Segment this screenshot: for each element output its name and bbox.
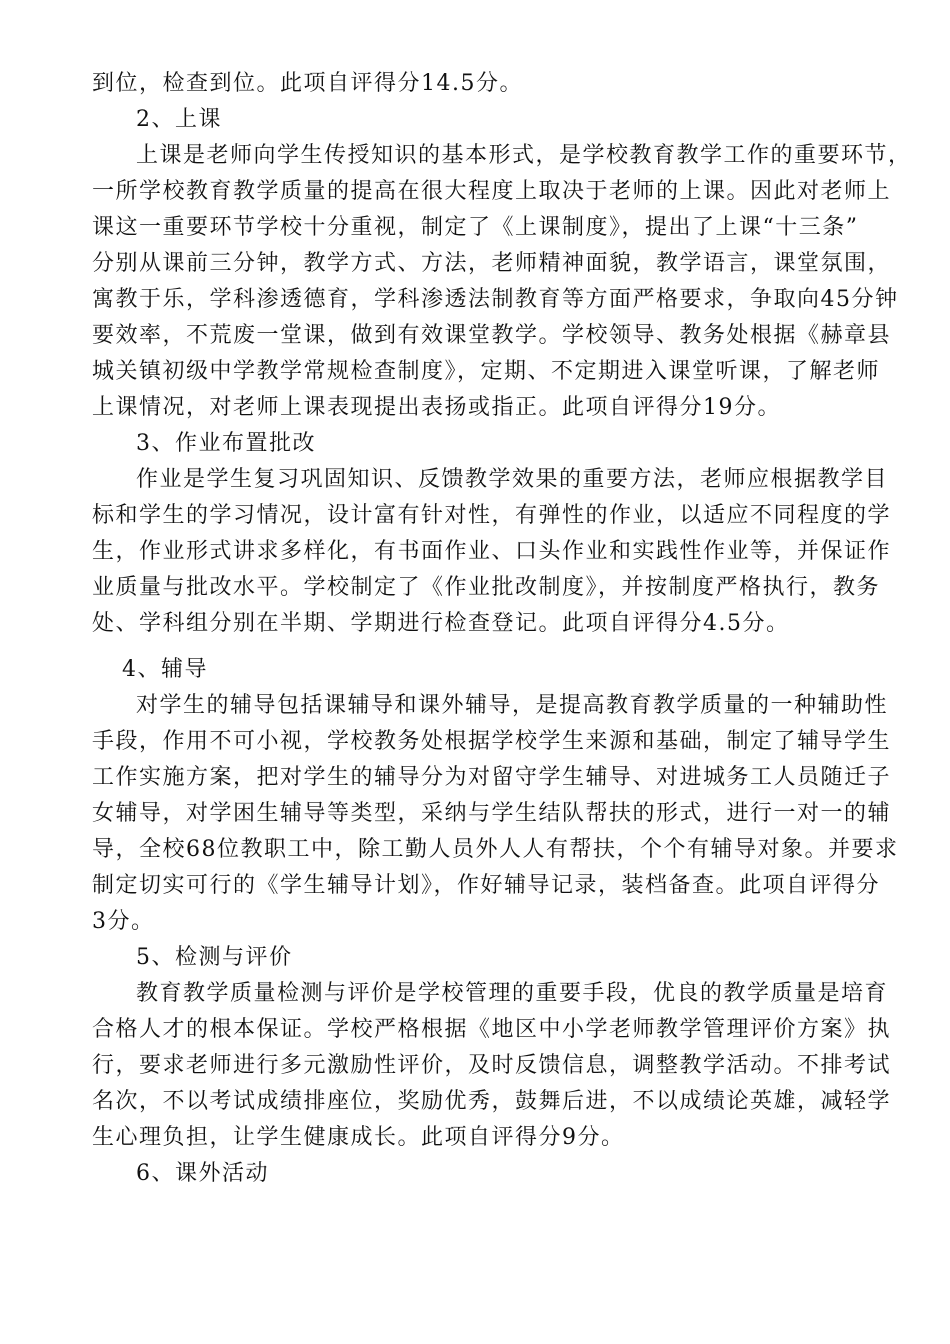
- section-heading: 3、作业布置批改: [136, 431, 316, 456]
- text-line: 生心理负担，让学生健康成长。此项自评得分9分。: [92, 1125, 625, 1150]
- text-line: 处、学科组分别在半期、学期进行检查登记。此项自评得分4.5分。: [92, 611, 790, 636]
- text-line: 行，要求老师进行多元激励性评价，及时反馈信息，调整教学活动。不排考试: [92, 1053, 892, 1078]
- text-line: 业质量与批改水平。学校制定了《作业批改制度》，并按制度严格执行，教务: [92, 575, 881, 600]
- text-line: 课这一重要环节学校十分重视，制定了《上课制度》，提出了上课“十三条”: [92, 215, 859, 240]
- section-heading: 4、辅导: [122, 657, 208, 682]
- text-line: 到位，检查到位。此项自评得分14.5分。: [92, 71, 523, 96]
- paragraph: [92, 976, 892, 1156]
- text-line: 上课是老师向学生传授知识的基本形式，是学校教育教学工作的重要环节，: [136, 143, 912, 168]
- text-line: 标和学生的学习情况，设计富有针对性，有弹性的作业，以适应不同程度的学: [92, 503, 892, 528]
- text-line: 手段，作用不可小视，学校教务处根据学校学生来源和基础，制定了辅导学生: [92, 729, 892, 754]
- text-line: 一所学校教育教学质量的提高在很大程度上取决于老师的上课。因此对老师上: [92, 179, 892, 204]
- text-line: 要效率，不荒废一堂课，做到有效课堂教学。学校领导、教务处根据《赫章县: [92, 323, 892, 348]
- text-line: 城关镇初级中学教学常规检查制度》，定期、不定期进入课堂听课，了解老师: [92, 359, 881, 384]
- text-line: 教育教学质量检测与评价是学校管理的重要手段，优良的教学质量是培育: [136, 981, 889, 1006]
- text-line: 3分。: [92, 909, 155, 934]
- text-line: 上课情况，对老师上课表现提出表扬或指正。此项自评得分19分。: [92, 395, 781, 420]
- section-heading: 5、检测与评价: [136, 945, 293, 970]
- section-heading: 2、上课: [136, 107, 222, 132]
- text-line: 分别从课前三分钟，教学方式、方法，老师精神面貌，教学语言，课堂氛围，: [92, 251, 892, 276]
- section-heading: 6、课外活动: [136, 1161, 269, 1186]
- text-line: 名次，不以考试成绩排座位，奖励优秀，鼓舞后进，不以成绩论英雄，减轻学: [92, 1089, 892, 1114]
- text-line: 寓教于乐，学科渗透德育，学科渗透法制教育等方面严格要求，争取向45分钟: [92, 287, 899, 312]
- text-line: 生，作业形式讲求多样化，有书面作业、口头作业和实践性作业等，并保证作: [92, 539, 892, 564]
- text-line: 工作实施方案，把对学生的辅导分为对留守学生辅导、对进城务工人员随迁子: [92, 765, 892, 790]
- text-line: 女辅导，对学困生辅导等类型，采纳与学生结队帮扶的形式，进行一对一的辅: [92, 801, 892, 826]
- document-page: [92, 66, 912, 1192]
- text-line: 制定切实可行的《学生辅导计划》，作好辅导记录，装档备查。此项自评得分: [92, 873, 881, 898]
- paragraph: [92, 138, 912, 426]
- text-line: 导，全校68位教职工中，除工勤人员外人人有帮扶，个个有辅导对象。并要求: [92, 837, 899, 862]
- paragraph: [92, 462, 892, 642]
- text-line: 对学生的辅导包括课辅导和课外辅导，是提高教育教学质量的一种辅助性: [136, 693, 889, 718]
- text-line: 作业是学生复习巩固知识、反馈教学效果的重要方法，老师应根据教学目: [136, 467, 889, 492]
- paragraph: [92, 688, 899, 940]
- text-line: 合格人才的根本保证。学校严格根据《地区中小学老师教学管理评价方案》执: [92, 1017, 892, 1042]
